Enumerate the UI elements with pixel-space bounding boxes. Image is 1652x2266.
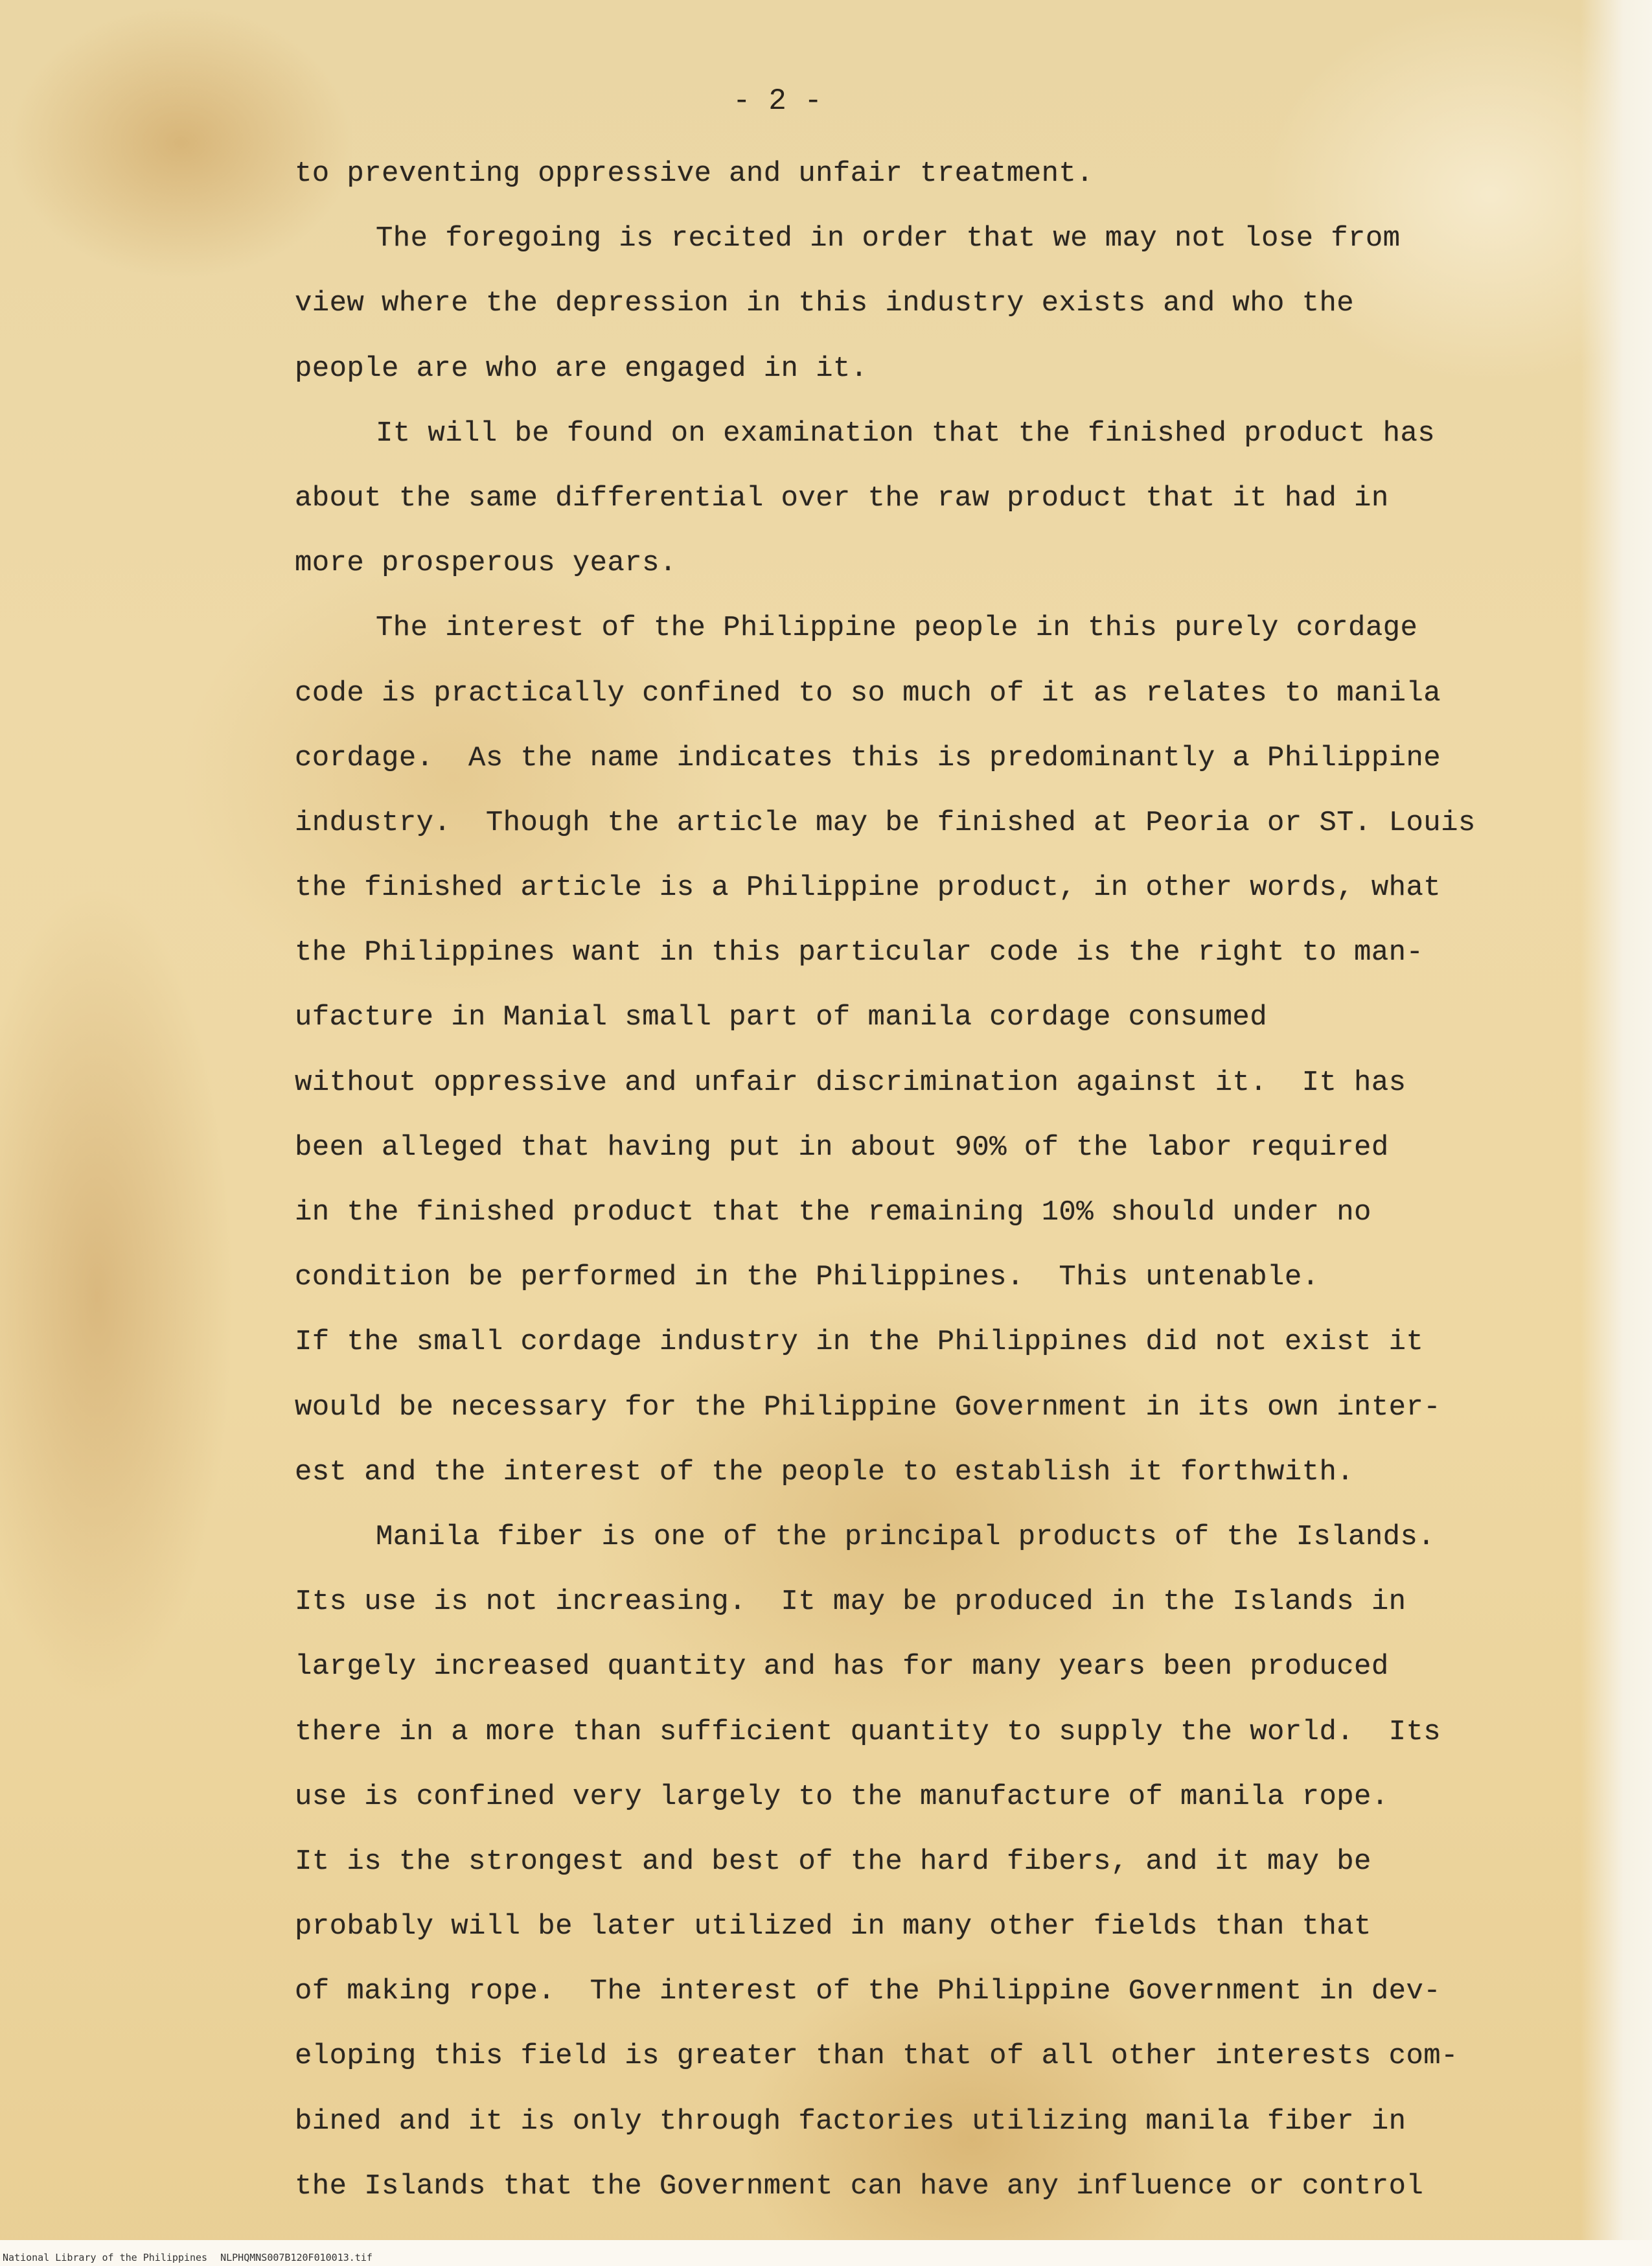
text-line: probably will be later utilized in many other fields than that [295,1910,1371,1943]
text-line: If the small cordage industry in the Philippines did not exist it [295,1326,1424,1359]
scan-footer [3,2252,373,2263]
text-line: the Philippines want in this particular code is the right to man- [295,936,1424,969]
text-line: without oppressive and unfair discrimination against it. It has [295,1066,1406,1099]
text-line: been alleged that having put in about 90% of the labor required [295,1131,1389,1164]
footer-file-id: NLPHQMNS007B120F010013.tif [220,2252,373,2263]
text-line: code is practically confined to so much of it as relates to manila [295,676,1441,710]
text-line: It is the strongest and best of the hard fibers, and it may be [295,1845,1371,1878]
text-line: there in a more than sufficient quantity to supply the world. Its [295,1715,1441,1748]
text-line: about the same differential over the raw product that it had in [295,481,1389,514]
text-line: cordage. As the name indicates this is predominantly a Philippine [295,741,1441,774]
text-line: more prosperous years. [295,547,677,580]
page-edge-highlight [1581,0,1652,2266]
text-line: The foregoing is recited in order that we may not lose from [376,222,1401,255]
text-line: Manila fiber is one of the principal products of the Islands. [376,1520,1436,1553]
text-line: est and the interest of the people to establish it forthwith. [295,1455,1355,1488]
text-line: eloping this field is greater than that of all other interests com- [295,2040,1458,2073]
footer-institution: National Library of the Philippines [3,2252,208,2263]
body-text [295,141,1476,2219]
text-line: people are who are engaged in it. [295,352,868,385]
text-line: Its use is not increasing. It may be produced in the Islands in [295,1586,1406,1619]
page-number: - 2 - [732,84,823,118]
text-line: industry. Though the article may be finished at Peoria or ST. Louis [295,806,1476,839]
text-line: to preventing oppressive and unfair treatment. [295,157,1094,190]
text-line: of making rope. The interest of the Philippine Government in dev- [295,1975,1441,2008]
text-line: the Islands that the Government can have any influence or control [295,2169,1424,2202]
text-line: bined and it is only through factories utilizing manila fiber in [295,2105,1406,2138]
text-line: It will be found on examination that the finished product has [376,417,1436,450]
text-line: largely increased quantity and has for many years been produced [295,1650,1389,1683]
text-line: in the finished product that the remaining 10% should under no [295,1196,1371,1229]
text-line: view where the depression in this industry exists and who the [295,287,1355,320]
text-line: ufacture in Manial small part of manila cordage consumed [295,1001,1268,1034]
text-line: condition be performed in the Philippines. This untenable. [295,1261,1320,1294]
text-line: The interest of the Philippine people in this purely cordage [376,612,1418,645]
text-line: would be necessary for the Philippine Government in its own inter- [295,1391,1441,1424]
text-line: use is confined very largely to the manufacture of manila rope. [295,1780,1389,1813]
text-line: the finished article is a Philippine product, in other words, what [295,872,1441,905]
